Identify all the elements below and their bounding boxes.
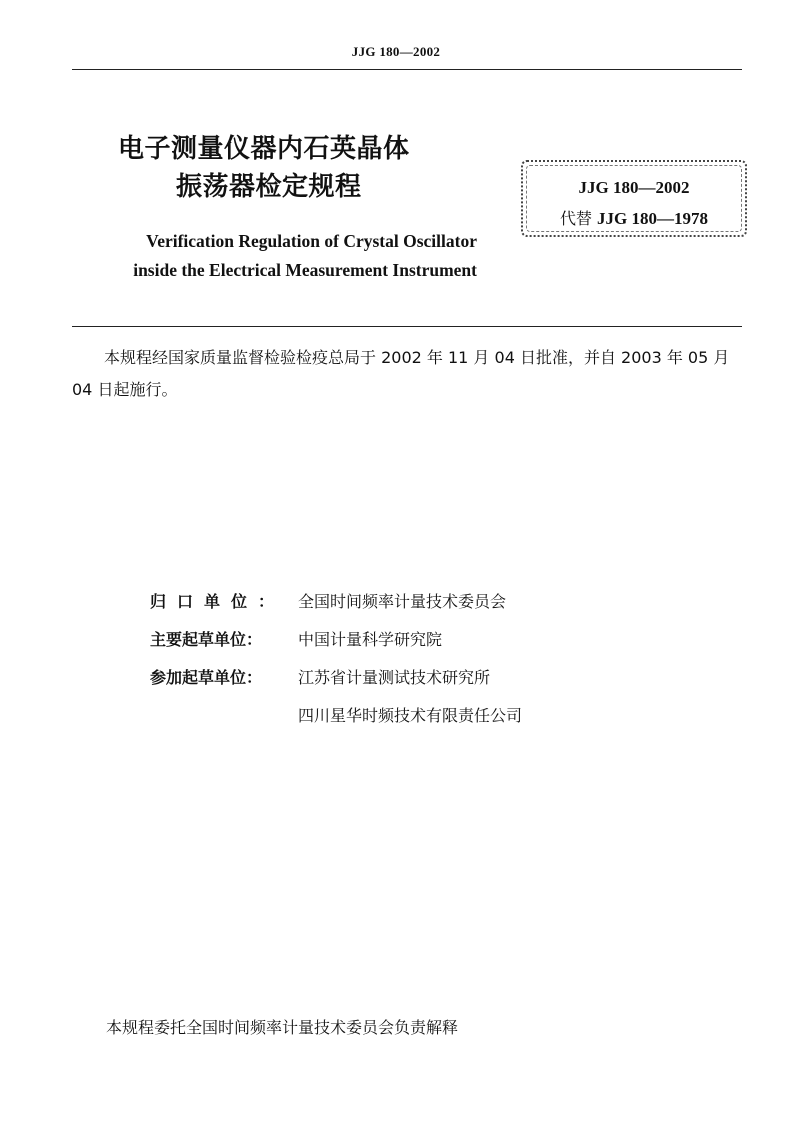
unit-value-responsible: 全国时间频率计量技术委员会 [298, 592, 507, 611]
unit-row-participant [150, 665, 522, 703]
code-box [521, 160, 747, 237]
unit-label-main-drafter: 主要起草单位： [150, 630, 263, 649]
unit-value-participant-1: 江苏省计量测试技术研究所 [298, 668, 491, 687]
title-divider [72, 326, 742, 327]
unit-row-responsible [150, 589, 522, 627]
approval-statement: 本规程经国家质量监督检验检疫总局于 2002 年 11 月 04 日批准，并自 2003 年 05 月 04 日起施行。 [72, 348, 730, 399]
code-box-code: JJG 180—2002 [578, 178, 690, 197]
header-document-code: JJG 180—2002 [351, 44, 441, 59]
unit-value-main-drafter: 中国计量科学研究院 [298, 630, 443, 649]
code-box-replace-code: JJG 180—1978 [597, 209, 708, 228]
title-chinese-line-1: 电子测量仪器内石英晶体 [118, 134, 410, 164]
unit-label-responsible: 归口单位： [150, 592, 286, 611]
interpretation-note: 本规程委托全国时间频率计量技术委员会负责解释 [106, 1018, 459, 1037]
drafting-units [150, 589, 522, 741]
code-box-replace [523, 206, 745, 229]
code-box-replace-prefix: 代替 [560, 209, 593, 228]
unit-row-main-drafter [150, 627, 522, 665]
title-english-line-2: inside the Electrical Measurement Instrument [133, 260, 477, 280]
unit-row-participant-2 [150, 703, 522, 741]
title-chinese-line-2: 振荡器检定规程 [176, 172, 362, 202]
unit-label-participant: 参加起草单位： [150, 668, 263, 687]
unit-value-participant-2: 四川星华时频技术有限责任公司 [298, 706, 523, 725]
title-english-line-1: Verification Regulation of Crystal Oscillator [146, 231, 477, 251]
header-divider [72, 69, 742, 70]
